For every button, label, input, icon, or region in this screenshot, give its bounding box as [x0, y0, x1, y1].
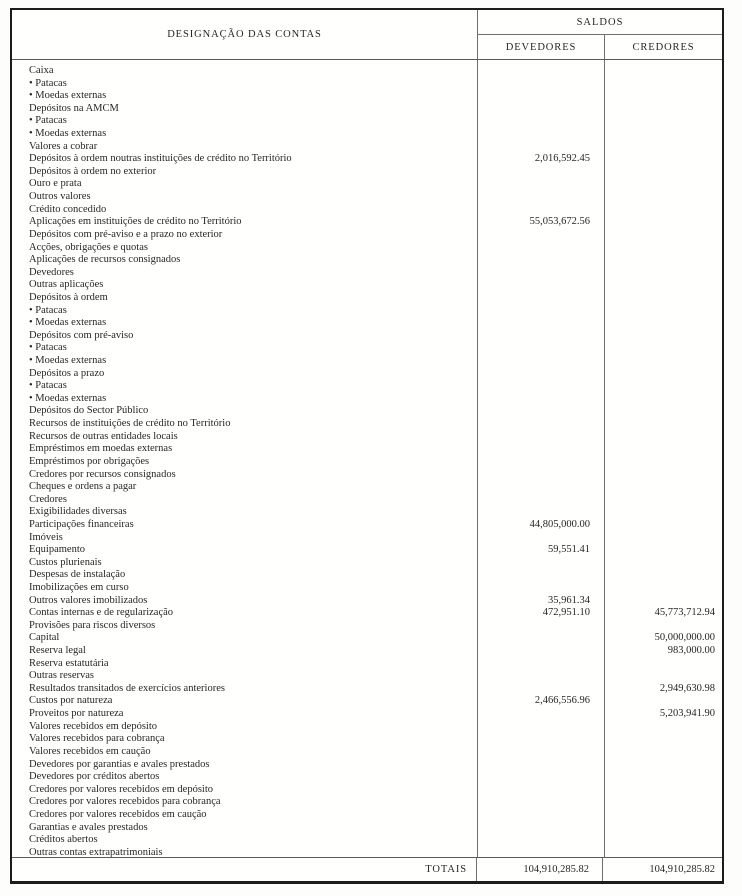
credores-value [603, 822, 722, 835]
credores-value: 983,000.00 [667, 645, 715, 657]
devedores-value [477, 380, 603, 393]
credores-value [603, 746, 722, 759]
devedores-value [477, 431, 603, 444]
devedores-value [477, 141, 603, 154]
credores-value [603, 393, 722, 406]
devedores-value [477, 342, 603, 355]
account-label: Depósitos a prazo [29, 367, 105, 379]
credores-value [603, 368, 722, 381]
devedores-value [477, 204, 603, 217]
account-label: Devedores por garantias e avales prestados [29, 758, 210, 770]
credores-value [603, 847, 722, 857]
account-label: Participações financeiras [29, 518, 134, 530]
account-label: Credores por recursos consignados [29, 468, 176, 480]
table-row [12, 481, 722, 494]
account-label: • Moedas externas [29, 392, 107, 404]
account-label: Ouro e prata [29, 178, 82, 190]
devedores-value [477, 733, 603, 746]
account-label: Credores por valores recebidos em caução [29, 808, 207, 820]
credores-value [603, 380, 722, 393]
account-label: Exigibilidades diversas [29, 506, 127, 518]
account-label: Caixa [29, 65, 54, 76]
table-row [12, 721, 722, 734]
devedores-value [477, 456, 603, 469]
credores-value [603, 759, 722, 772]
account-label: Imóveis [29, 531, 63, 543]
table-row [12, 405, 722, 418]
credores-value [603, 721, 722, 734]
credores-value [603, 532, 722, 545]
credores-value [603, 292, 722, 305]
credores-value [603, 141, 722, 154]
credores-value [603, 595, 722, 608]
table-row [12, 191, 722, 204]
account-label: Devedores [29, 266, 74, 278]
credores-value [603, 658, 722, 671]
totals-label: TOTAIS [12, 858, 477, 881]
credores-value [603, 834, 722, 847]
account-label: Depósitos à ordem [29, 291, 108, 303]
devedores-value: 35,961.34 [548, 594, 590, 606]
credores-value [603, 279, 722, 292]
table-row [12, 216, 722, 229]
devedores-value [477, 393, 603, 406]
table-row [12, 695, 722, 708]
totals-credores-value: 104,910,285.82 [649, 864, 715, 875]
credores-value [603, 65, 722, 78]
table-row [12, 279, 722, 292]
table-row [12, 645, 722, 658]
table-row [12, 494, 722, 507]
account-label: • Patacas [29, 115, 67, 127]
table-row [12, 443, 722, 456]
table-row [12, 683, 722, 696]
devedores-value [477, 721, 603, 734]
table-row [12, 115, 722, 128]
credores-value [603, 733, 722, 746]
table-row [12, 847, 722, 857]
table-row [12, 342, 722, 355]
devedores-value [477, 481, 603, 494]
credores-value [603, 216, 722, 229]
devedores-value: 2,016,592.45 [534, 153, 590, 165]
credores-value [603, 90, 722, 103]
table-row [12, 90, 722, 103]
credores-value [603, 204, 722, 217]
credores-value [603, 481, 722, 494]
devedores-value [477, 279, 603, 292]
devedores-value [477, 78, 603, 91]
credores-value: 50,000,000.00 [654, 632, 715, 644]
devedores-value [477, 368, 603, 381]
account-label: Depósitos com pré-aviso [29, 329, 134, 341]
table-row [12, 128, 722, 141]
table-row [12, 242, 722, 255]
credores-value [603, 166, 722, 179]
account-label: Proveitos por natureza [29, 708, 124, 720]
table-row [12, 267, 722, 280]
devedores-value [477, 822, 603, 835]
devedores-value [477, 759, 603, 772]
devedores-value [477, 229, 603, 242]
credores-value [603, 191, 722, 204]
table-row [12, 456, 722, 469]
account-label: Despesas de instalação [29, 569, 126, 581]
account-label: Reserva estatutária [29, 657, 109, 669]
credores-value [603, 620, 722, 633]
account-label: • Patacas [29, 304, 67, 316]
devedores-value [477, 330, 603, 343]
devedores-value [477, 683, 603, 696]
devedores-value: 55,053,672.56 [529, 216, 590, 228]
table-row [12, 292, 722, 305]
table-row [12, 431, 722, 444]
devedores-value [477, 582, 603, 595]
table-row [12, 607, 722, 620]
table-body [12, 60, 722, 857]
table-row [12, 65, 722, 78]
credores-value [603, 519, 722, 532]
devedores-value [477, 90, 603, 103]
table-row [12, 834, 722, 847]
credores-value [603, 456, 722, 469]
account-label: Outras aplicações [29, 279, 104, 291]
devedores-value [477, 847, 603, 857]
table-row [12, 368, 722, 381]
account-label: Empréstimos em moedas externas [29, 443, 173, 455]
account-label: Garantias e avales prestados [29, 821, 148, 833]
account-label: Outras reservas [29, 670, 95, 682]
credores-value: 2,949,630.98 [659, 682, 715, 694]
devedores-value [477, 784, 603, 797]
credores-value [603, 178, 722, 191]
account-label: Credores por valores recebidos em depósito [29, 783, 213, 795]
credores-value [603, 342, 722, 355]
credores-value [603, 469, 722, 482]
column-header-devedores: DEVEDORES [478, 35, 605, 59]
credores-value [603, 229, 722, 242]
account-label: • Moedas externas [29, 355, 107, 367]
table-row [12, 393, 722, 406]
table-row [12, 582, 722, 595]
account-label: Devedores por créditos abertos [29, 771, 160, 783]
devedores-value: 472,951.10 [542, 607, 590, 619]
devedores-value [477, 178, 603, 191]
credores-value [603, 78, 722, 91]
table-row [12, 166, 722, 179]
table-row [12, 733, 722, 746]
account-label: Outros valores imobilizados [29, 594, 148, 606]
credores-value [603, 796, 722, 809]
table-row [12, 569, 722, 582]
table-row [12, 380, 722, 393]
account-label: Custos plurienais [29, 556, 102, 568]
table-row [12, 658, 722, 671]
account-label: Valores recebidos em caução [29, 745, 151, 757]
devedores-value [477, 103, 603, 116]
table-row [12, 771, 722, 784]
credores-value [603, 128, 722, 141]
credores-value [603, 544, 722, 557]
credores-value [603, 443, 722, 456]
table-row [12, 254, 722, 267]
credores-value: 5,203,941.90 [659, 708, 715, 720]
account-label: Cheques e ordens a pagar [29, 481, 137, 493]
credores-value [603, 431, 722, 444]
devedores-value [477, 658, 603, 671]
devedores-value [477, 494, 603, 507]
account-label: Capital [29, 632, 60, 644]
account-label: Valores a cobrar [29, 140, 98, 152]
table-row [12, 153, 722, 166]
devedores-value [477, 632, 603, 645]
account-label: Depósitos na AMCM [29, 102, 119, 114]
table-row [12, 469, 722, 482]
table-row [12, 355, 722, 368]
column-divider-credores [604, 60, 605, 857]
table-row [12, 670, 722, 683]
devedores-value [477, 65, 603, 78]
devedores-value [477, 418, 603, 431]
credores-value [603, 153, 722, 166]
devedores-value [477, 115, 603, 128]
account-label: Equipamento [29, 544, 85, 556]
account-label: • Moedas externas [29, 90, 107, 102]
devedores-value [477, 708, 603, 721]
table-row [12, 519, 722, 532]
account-label: • Patacas [29, 342, 67, 354]
account-label: Resultados transitados de exercícios anteriores [29, 682, 225, 694]
table-row [12, 317, 722, 330]
table-row [12, 632, 722, 645]
account-label: Custos por natureza [29, 695, 113, 707]
account-label: Credores [29, 493, 67, 505]
table-row [12, 544, 722, 557]
account-label: Credores por valores recebidos para cobrança [29, 796, 221, 808]
account-label: Recursos de outras entidades locais [29, 430, 178, 442]
devedores-value: 59,551.41 [548, 544, 590, 556]
table-row [12, 330, 722, 343]
credores-value [603, 330, 722, 343]
column-header-credores: CREDORES [632, 41, 695, 53]
credores-value: 45,773,712.94 [654, 607, 715, 619]
account-label: Provisões para riscos diversos [29, 619, 156, 631]
column-divider-devedores [477, 60, 478, 857]
credores-value [603, 494, 722, 507]
credores-value [603, 582, 722, 595]
credores-value [603, 242, 722, 255]
table-row [12, 532, 722, 545]
table-row [12, 809, 722, 822]
account-label: Depósitos à ordem noutras instituições de crédito no Território [29, 153, 292, 165]
table-row [12, 103, 722, 116]
column-header-saldos: SALDOS [478, 10, 722, 35]
saldos-header-group [478, 10, 722, 59]
credores-value [603, 784, 722, 797]
credores-value [603, 267, 722, 280]
table-row [12, 78, 722, 91]
devedores-value [477, 746, 603, 759]
account-label: Valores recebidos para cobrança [29, 733, 165, 745]
table-row [12, 759, 722, 772]
devedores-value [477, 620, 603, 633]
accounts-balance-table [10, 8, 724, 884]
credores-value [603, 115, 722, 128]
account-label: Outras contas extrapatrimoniais [29, 846, 163, 857]
devedores-value [477, 191, 603, 204]
table-row [12, 746, 722, 759]
credores-value [603, 557, 722, 570]
table-row [12, 708, 722, 721]
account-label: • Moedas externas [29, 128, 107, 140]
table-row [12, 796, 722, 809]
devedores-value [477, 670, 603, 683]
account-label: Outros valores [29, 191, 91, 203]
account-label: Aplicações de recursos consignados [29, 254, 181, 266]
table-row [12, 229, 722, 242]
devedores-value [477, 166, 603, 179]
account-label: Reserva legal [29, 645, 86, 657]
credores-value [603, 695, 722, 708]
credores-value [603, 405, 722, 418]
totals-devedores-value: 104,910,285.82 [477, 858, 603, 881]
devedores-value: 2,466,556.96 [534, 695, 590, 707]
credores-value [603, 317, 722, 330]
account-label: Crédito concedido [29, 203, 107, 215]
table-row [12, 141, 722, 154]
devedores-value [477, 242, 603, 255]
credores-value [603, 506, 722, 519]
credores-value [603, 305, 722, 318]
table-row [12, 620, 722, 633]
table-row [12, 305, 722, 318]
account-label: Acções, obrigações e quotas [29, 241, 148, 253]
table-row [12, 595, 722, 608]
credores-value [603, 670, 722, 683]
devedores-value [477, 469, 603, 482]
account-label: • Patacas [29, 77, 67, 89]
devedores-value [477, 128, 603, 141]
credores-value [603, 355, 722, 368]
table-row [12, 822, 722, 835]
table-header [12, 10, 722, 60]
account-label: Depósitos à ordem no exterior [29, 165, 157, 177]
devedores-value [477, 405, 603, 418]
credores-value [603, 254, 722, 267]
account-label: Aplicações em instituições de crédito no Território [29, 216, 242, 228]
account-label: Contas internas e de regularização [29, 607, 174, 619]
table-row [12, 557, 722, 570]
devedores-value [477, 796, 603, 809]
devedores-value [477, 292, 603, 305]
devedores-value: 44,805,000.00 [529, 518, 590, 530]
account-label: Depósitos do Sector Público [29, 405, 149, 417]
devedores-value [477, 809, 603, 822]
devedores-value [477, 645, 603, 658]
credores-value [603, 418, 722, 431]
devedores-value [477, 506, 603, 519]
account-label: • Moedas externas [29, 317, 107, 329]
devedores-value [477, 267, 603, 280]
account-label: Valores recebidos em depósito [29, 720, 158, 732]
devedores-value [477, 317, 603, 330]
devedores-value [477, 557, 603, 570]
devedores-value [477, 355, 603, 368]
account-label: Recursos de instituições de crédito no Território [29, 418, 231, 430]
account-label: Imobilizações em curso [29, 581, 129, 593]
account-label: Empréstimos por obrigações [29, 455, 150, 467]
devedores-value [477, 254, 603, 267]
devedores-value [477, 569, 603, 582]
saldos-subheader-row [478, 35, 722, 59]
credores-value [603, 103, 722, 116]
account-label: Depósitos com pré-aviso e a prazo no exterior [29, 228, 223, 240]
account-label: • Patacas [29, 380, 67, 392]
credores-value [603, 809, 722, 822]
credores-value [603, 771, 722, 784]
devedores-value [477, 532, 603, 545]
credores-value [603, 569, 722, 582]
table-row [12, 178, 722, 191]
table-row [12, 784, 722, 797]
table-row [12, 204, 722, 217]
table-row [12, 418, 722, 431]
devedores-value [477, 834, 603, 847]
table-row [12, 506, 722, 519]
account-label: Créditos abertos [29, 834, 98, 846]
devedores-value [477, 305, 603, 318]
column-header-designacao-das-contas: DESIGNAÇÃO DAS CONTAS [12, 10, 478, 59]
devedores-value [477, 443, 603, 456]
devedores-value [477, 771, 603, 784]
totals-row [12, 857, 722, 881]
